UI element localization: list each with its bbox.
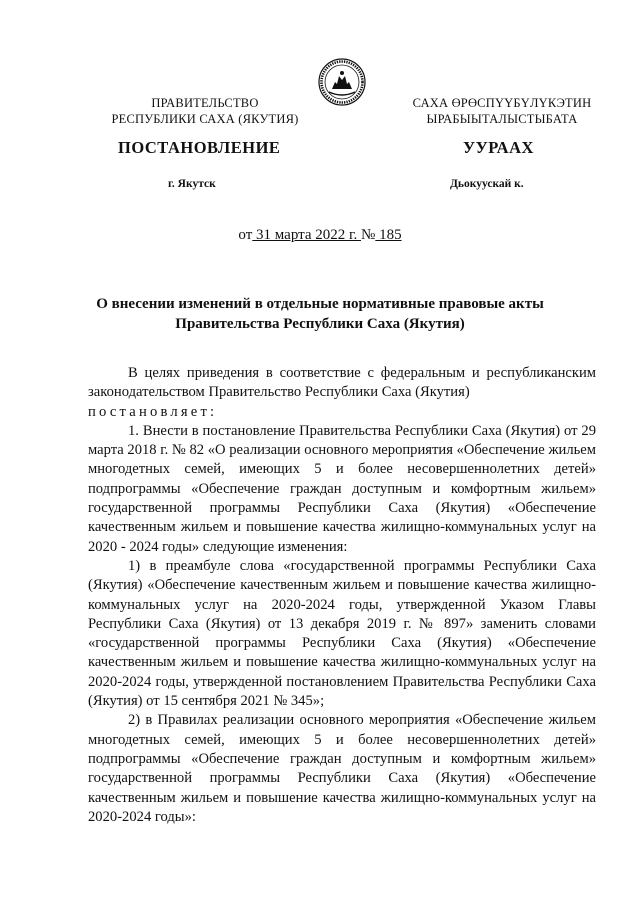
issuer-sakha-line1: САХА ӨРӨСПҮҮБҮЛҮКЭТИН: [412, 96, 592, 110]
body-decree-word: постановляет:: [88, 403, 218, 420]
doc-date: 31 марта 2022 г.: [252, 227, 361, 243]
doc-title-line1: О внесении изменений в отдельные нормативные правовые акты: [96, 296, 544, 312]
doc-body: [88, 364, 596, 827]
body-item-1-1: 1) в преамбуле слова «государственной программы Республики Саха (Якутия) «Обеспечение качественным жильем и повышение качества жилищно-коммунальных услуг на 2020-2024 годы, утвержденной Указом Главы Республики Саха (Якутия) от 13 декабря 2019 г. № 897» заменить словами «государственной программы Республики Саха (Якутия) «Обеспечение качественным жильем и повышение качества жилищно-коммунальных услуг на 2020-2024 годы, утвержденной постановлением Правительства Республики Саха (Якутия) от 15 сентября 2021 № 345»;: [88, 557, 596, 710]
city-sakha: Дьокуускай к.: [450, 178, 524, 190]
doc-number: 185: [375, 227, 402, 243]
issuer-sakha: [392, 95, 612, 127]
city-ru: г. Якутск: [168, 178, 216, 190]
doc-title-line2: Правительства Республики Саха (Якутия): [175, 316, 465, 332]
doc-date-prefix: от: [238, 227, 253, 243]
doc-date-number: [0, 227, 640, 244]
issuer-ru-line1: ПРАВИТЕЛЬСТВО: [151, 96, 259, 110]
issuer-ru-line2: РЕСПУБЛИКИ САХА (ЯКУТИЯ): [111, 112, 299, 126]
body-intro-text: В целях приведения в соответствие с федеральным и республиканским законодательством Правительство Республики Саха (Якутия): [88, 365, 596, 401]
doc-title: [60, 294, 580, 334]
body-intro: [88, 364, 596, 403]
issuer-ru: [105, 95, 305, 127]
body-item-1-2: 2) в Правилах реализации основного мероприятия «Обеспечение жильем многодетных семей, имеющих 5 и более несовершеннолетних детей» подпрограммы «Обеспечение граждан доступным и комфортным жильем» государственной программы Республики Саха (Якутия) «Обеспечение качественным жильем и повышение качества жилищно-коммунальных услуг на 2020-2024 годы»:: [88, 712, 596, 825]
doc-number-sign: №: [361, 227, 376, 243]
coat-of-arms-icon: [318, 58, 366, 106]
body-item-1: 1. Внести в постановление Правительства Республики Саха (Якутия) от 29 марта 2018 г. № 82 «О реализации основного мероприятия «Обеспечение жильем многодетных семей, имеющих 5 и более несовершеннолетних детей» подпрограммы «Обеспечение граждан доступным и комфортным жильем» государственной программы Республики Саха (Якутия) «Обеспечение качественным жильем и повышение качества жилищно-коммунальных услуг на 2020 - 2024 годы» следующие изменения:: [88, 422, 596, 555]
doc-type-sakha: УУРААХ: [463, 138, 534, 157]
doc-type-ru: ПОСТАНОВЛЕНИЕ: [118, 138, 281, 157]
issuer-sakha-line2: ЫРАБЫЫТАЛЫСТЫБАТА: [426, 112, 578, 126]
